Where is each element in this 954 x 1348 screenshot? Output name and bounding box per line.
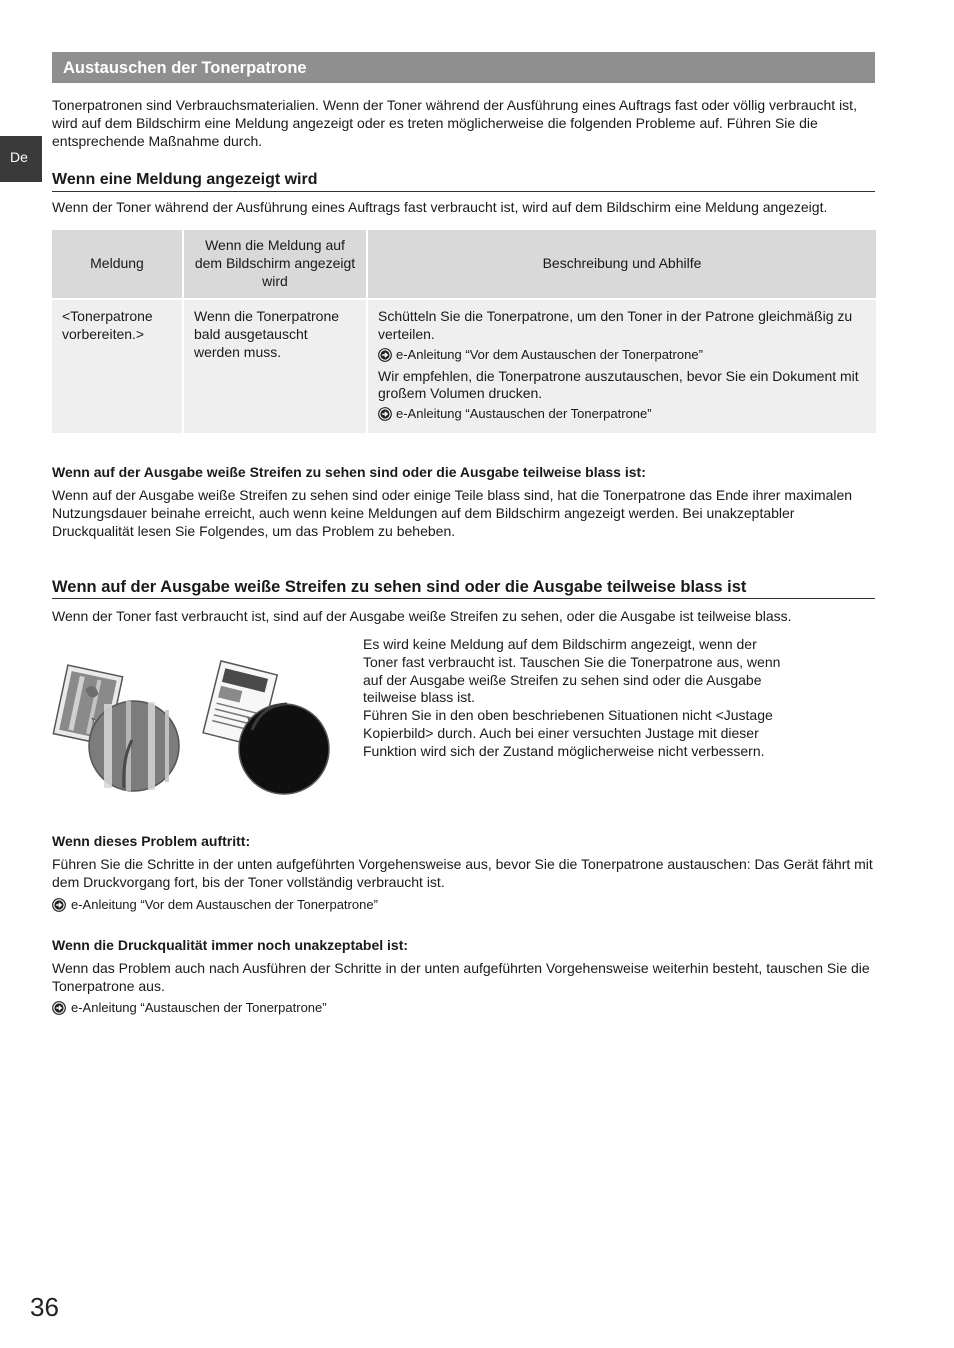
section-title-bar xyxy=(52,52,875,83)
section2-heading: Wenn auf der Ausgabe weiße Streifen zu sehen sind oder die Ausgabe teilweise blass ist xyxy=(52,577,875,599)
section2-side-text-2: Führen Sie in den oben beschriebenen Situationen nicht <Justage Kopierbild> durch. Auch bei einer versuchten Justage mit dieser Funktion wird sich der Zustand möglicherweise nicht verbessern. xyxy=(363,707,773,759)
table-header-when: Wenn die Meldung auf dem Bildschirm angezeigt wird xyxy=(184,230,368,298)
table-header-row xyxy=(52,230,876,298)
table-header-message: Meldung xyxy=(52,230,184,298)
table-cell-description xyxy=(368,298,876,433)
arrow-circle-icon xyxy=(52,898,66,912)
quality-text: Wenn das Problem auch nach Ausführen der Schritte in der unten aufgeführten Vorgehensweise weiterhin besteht, tauschen Sie die Tonerpatrone aus. xyxy=(52,960,870,994)
faded-print-illustration xyxy=(52,660,342,800)
reference-link-2-label: e-Anleitung “Austauschen der Tonerpatrone” xyxy=(396,406,652,422)
problem-reference-label: e-Anleitung “Vor dem Austauschen der Tonerpatrone” xyxy=(71,897,378,912)
streaks-note-text: Wenn auf der Ausgabe weiße Streifen zu sehen sind oder einige Teile blass sind, hat die Tonerpatrone das Ende ihrer maximalen Nutzungsdauer beinahe erreicht, auch wenn keine Meldungen auf dem Bildschirm angezeigt werden. Bei unakzeptabler Druckqualität lesen Sie Folgendes, um das Problem zu beheben. xyxy=(52,487,853,539)
arrow-circle-icon xyxy=(378,407,392,421)
quality-reference-link[interactable] xyxy=(52,999,327,1017)
description-text-1: Schütteln Sie die Tonerpatrone, um den Toner in der Patrone gleichmäßig zu verteilen. xyxy=(378,308,853,342)
language-tab xyxy=(0,136,42,182)
streaks-note-heading: Wenn auf der Ausgabe weiße Streifen zu sehen sind oder die Ausgabe teilweise blass ist: xyxy=(52,464,646,480)
arrow-circle-icon xyxy=(378,348,392,362)
message-table xyxy=(52,230,876,433)
arrow-circle-icon xyxy=(52,1001,66,1015)
section1-heading: Wenn eine Meldung angezeigt wird xyxy=(52,170,875,192)
problem-text: Führen Sie die Schritte in der unten aufgeführten Vorgehensweise aus, bevor Sie die Tonerpatrone austauschen: Das Gerät fährt mit dem Druckvorgang fort, bis der Toner vollständig verbraucht ist. xyxy=(52,856,873,890)
page-number: 36 xyxy=(30,1292,59,1322)
section1-text: Wenn der Toner während der Ausführung eines Auftrags fast verbraucht ist, wird auf dem Bildschirm eine Meldung angezeigt. xyxy=(52,199,828,215)
language-tab-label: De xyxy=(10,149,28,165)
table-cell-message: <Tonerpatrone vorbereiten.> xyxy=(52,298,184,433)
reference-link-2[interactable] xyxy=(378,405,866,423)
problem-heading: Wenn dieses Problem auftritt: xyxy=(52,833,251,849)
table-row xyxy=(52,298,876,433)
section2-side-text-1: Es wird keine Meldung auf dem Bildschirm angezeigt, wenn der Toner fast verbraucht ist. Tauschen Sie die Tonerpatrone aus, wenn auf der Ausgabe weiße Streifen zu sehen sind oder die Ausgabe teilweise blass ist. xyxy=(363,636,781,706)
problem-reference-link[interactable] xyxy=(52,896,378,914)
table-cell-when: Wenn die Tonerpatrone bald ausgetauscht werden muss. xyxy=(184,298,368,433)
description-text-2: Wir empfehlen, die Tonerpatrone auszutauschen, bevor Sie ein Dokument mit großem Volumen drucken. xyxy=(378,367,859,402)
intro-paragraph: Tonerpatronen sind Verbrauchsmaterialien. Wenn der Toner während der Ausführung eines Auftrags fast oder völlig verbraucht ist, wird auf dem Bildschirm eine Meldung angezeigt oder es treten möglicherweise die folgenden Probleme auf. Führen Sie die entsprechende Maßnahme durch. xyxy=(52,97,857,149)
reference-link-1[interactable] xyxy=(378,346,866,364)
section-title: Austauschen der Tonerpatrone xyxy=(63,59,307,77)
section2-text: Wenn der Toner fast verbraucht ist, sind auf der Ausgabe weiße Streifen zu sehen, oder die Ausgabe ist teilweise blass. xyxy=(52,608,792,624)
reference-link-1-label: e-Anleitung “Vor dem Austauschen der Tonerpatrone” xyxy=(396,346,703,362)
table-header-description: Beschreibung und Abhilfe xyxy=(368,230,876,298)
quality-reference-label: e-Anleitung “Austauschen der Tonerpatrone” xyxy=(71,1000,327,1015)
quality-heading: Wenn die Druckqualität immer noch unakzeptabel ist: xyxy=(52,937,409,953)
